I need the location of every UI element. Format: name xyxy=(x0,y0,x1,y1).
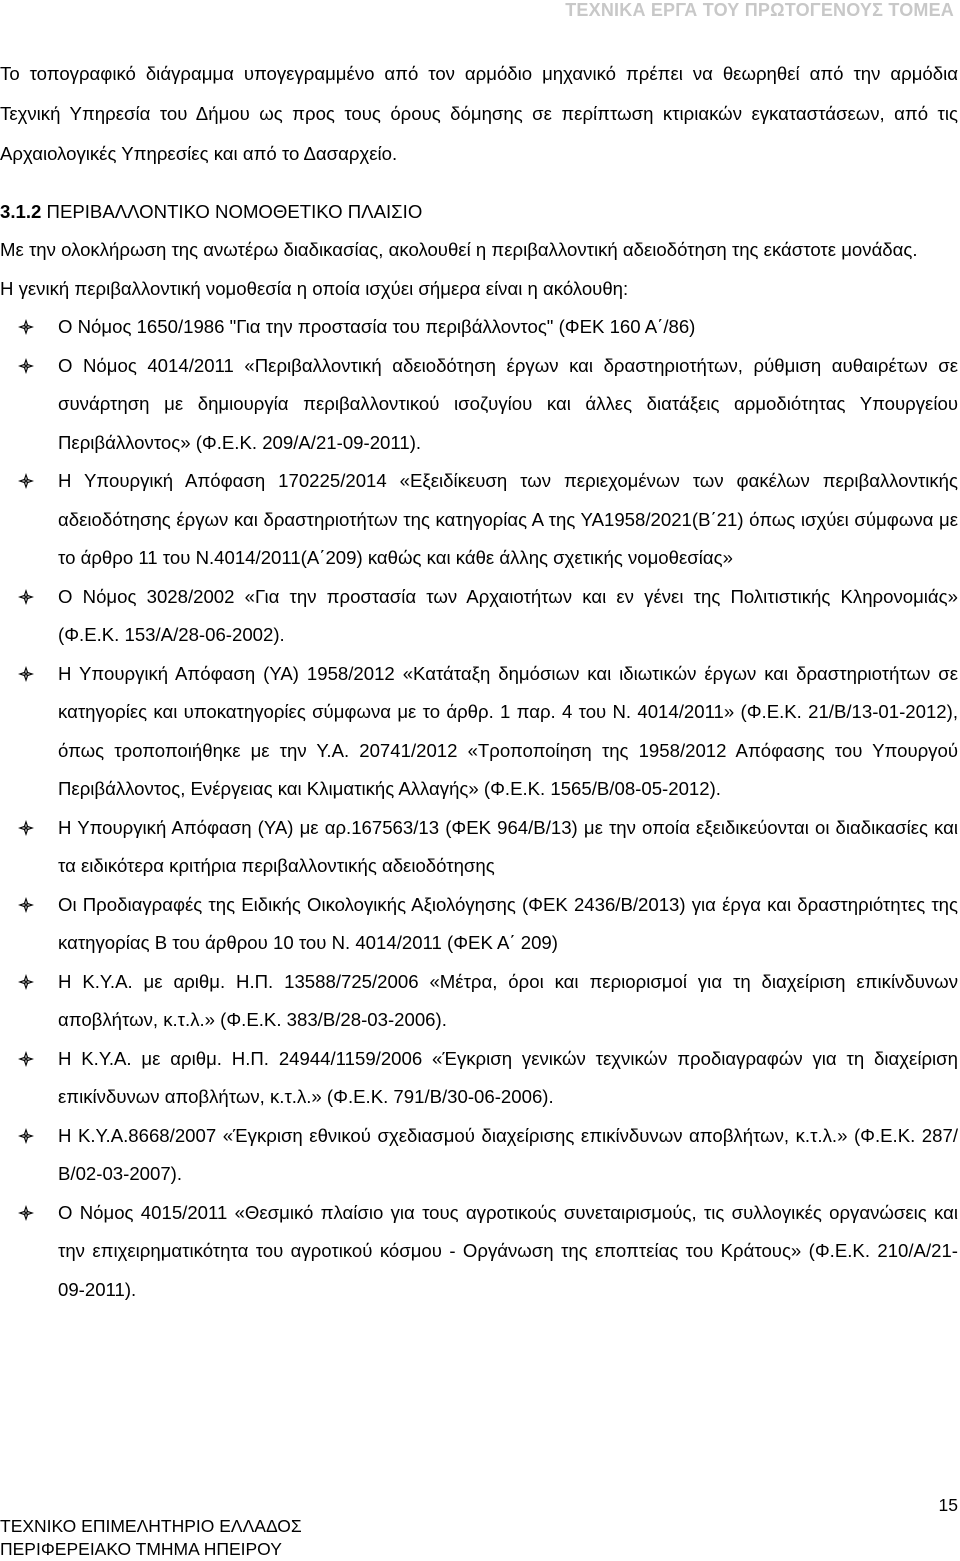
diamond-star-bullet-icon xyxy=(17,462,35,501)
legislation-item xyxy=(0,655,958,809)
legislation-text: Ο Νόμος 4014/2011 «Περιβαλλοντική αδειοδότηση έργων και δραστηριοτήτων, ρύθμιση αυθαιρέτων σε συνάρτηση με δημιουργία περιβαλλοντικού ισοζυγίου και άλλες διατάξεις αρμοδιότητας Υπουργείου Περιβάλλοντος» (Φ.Ε.Κ. 209/Α/21-09-2011). xyxy=(58,354,958,453)
legislation-item xyxy=(0,886,958,963)
legislation-text: Οι Προδιαγραφές της Ειδικής Οικολογικής Αξιολόγησης (ΦΕΚ 2436/Β/2013) για έργα και δραστηριότητες της κατηγορίας Β του άρθρου 10 του Ν. 4014/2011 (ΦΕΚ Α΄ 209) xyxy=(58,893,958,953)
legislation-text: Η Κ.Υ.Α. με αριθμ. Η.Π. 24944/1159/2006 «Έγκριση γενικών τεχνικών προδιαγραφών για τη διαχείριση επικίνδυνων αποβλήτων, κ.τ.λ.» (Φ.Ε.Κ. 791/Β/30-06-2006). xyxy=(58,1047,958,1107)
page-footer xyxy=(0,1491,960,1561)
section-paragraph-2: Η γενική περιβαλλοντική νομοθεσία η οποία ισχύει σήμερα είναι η ακόλουθη: xyxy=(0,277,629,299)
section-title: ΠΕΡΙΒΑΛΛΟΝΤΙΚΟ ΝΟΜΟΘΕΤΙΚΟ ΠΛΑΙΣΙΟ xyxy=(46,201,423,222)
legislation-item xyxy=(0,462,958,578)
legislation-item xyxy=(0,308,958,347)
legislation-item xyxy=(0,1194,958,1310)
footer-organization xyxy=(0,1515,302,1561)
diamond-star-bullet-icon xyxy=(17,809,35,848)
section-paragraph-1: Με την ολοκλήρωση της ανωτέρω διαδικασίας, ακολουθεί η περιβαλλοντική αδειοδότηση της εκάστοτε μονάδας. xyxy=(0,239,918,260)
footer-org-line-2: ΠΕΡΙΦΕΡΕΙΑΚΟ ΤΜΗΜΑ ΗΠΕΙΡΟΥ xyxy=(0,1539,282,1559)
page-number: 15 xyxy=(938,1495,958,1515)
legislation-item xyxy=(0,1040,958,1117)
diamond-star-bullet-icon xyxy=(17,886,35,925)
section-heading xyxy=(0,193,958,231)
page-content xyxy=(0,54,958,1309)
legislation-item xyxy=(0,578,958,655)
diamond-star-bullet-icon xyxy=(17,308,35,347)
legislation-text: Ο Νόμος 1650/1986 "Για την προστασία του περιβάλλοντος" (ΦΕΚ 160 Α΄/86) xyxy=(58,316,696,337)
legislation-item xyxy=(0,1117,958,1194)
diamond-star-bullet-icon xyxy=(17,578,35,617)
legislation-text: Η Υπουργική Απόφαση 170225/2014 «Εξειδίκευση των περιεχομένων των φακέλων περιβαλλοντικής αδειοδότησης έργων και δραστηριοτήτων της κατηγορίας Α της ΥΑ1958/2021(Β΄21) όπως ισχύει σύμφωνα με το άρθρο 11 του Ν.4014/2011(Α΄209) καθώς και κάθε άλλης σχετικής νομοθεσίας» xyxy=(58,470,958,568)
running-header: ΤΕΧΝΙΚΑ ΕΡΓΑ ΤΟΥ ΠΡΩΤΟΓΕΝΟΥΣ ΤΟΜΕΑ xyxy=(565,0,954,20)
diamond-star-bullet-icon xyxy=(17,347,35,386)
legislation-text: Η Κ.Υ.Α.8668/2007 «Έγκριση εθνικού σχεδιασμού διαχείρισης επικίνδυνων αποβλήτων, κ.τ.λ.» (Φ.Ε.Κ. 287/Β/02-03-2007). xyxy=(58,1124,958,1184)
legislation-list xyxy=(0,308,958,1309)
diamond-star-bullet-icon xyxy=(17,1117,35,1156)
intro-paragraph: Το τοπογραφικό διάγραμμα υπογεγραμμένο από τον αρμόδιο μηχανικό πρέπει να θεωρηθεί από την αρμόδια Τεχνική Υπηρεσία του Δήμου ως προς τους όρους δόμησης σε περίπτωση κτιριακών εγκαταστάσεων, από τις Αρχαιολογικές Υπηρεσίες και από το Δασαρχείο. xyxy=(0,63,958,164)
legislation-text: Ο Νόμος 3028/2002 «Για την προστασία των Αρχαιοτήτων και εν γένει της Πολιτιστικής Κληρονομιάς» (Φ.Ε.Κ. 153/Α/28-06-2002). xyxy=(58,585,958,645)
section-number: 3.1.2 xyxy=(0,201,42,222)
diamond-star-bullet-icon xyxy=(17,1040,35,1079)
footer-org-line-1: ΤΕΧΝΙΚΟ ΕΠΙΜΕΛΗΤΗΡΙΟ ΕΛΛΑΔΟΣ xyxy=(0,1516,302,1536)
legislation-item xyxy=(0,963,958,1040)
diamond-star-bullet-icon xyxy=(17,1194,35,1233)
legislation-item xyxy=(0,347,958,463)
legislation-text: Η Κ.Υ.Α. με αριθμ. Η.Π. 13588/725/2006 «Μέτρα, όροι και περιορισμοί για τη διαχείριση επικίνδυνων αποβλήτων, κ.τ.λ.» (Φ.Ε.Κ. 383/Β/28-03-2006). xyxy=(58,970,958,1030)
legislation-text: Η Υπουργική Απόφαση (ΥΑ) με αρ.167563/13 (ΦΕΚ 964/Β/13) με την οποία εξειδικεύονται οι διαδικασίες και τα ειδικότερα κριτήρια περιβαλλοντικής αδειοδότησης xyxy=(58,816,958,876)
diamond-star-bullet-icon xyxy=(17,655,35,694)
diamond-star-bullet-icon xyxy=(17,963,35,1002)
legislation-text: Ο Νόμος 4015/2011 «Θεσμικό πλαίσιο για τους αγροτικούς συνεταιρισμούς, τις συλλογικές οργανώσεις και την επιχειρηματικότητα του αγροτικού κόσμου - Οργάνωση της εποπτείας του Κράτους» (Φ.Ε.Κ. 210/Α/21-09-2011). xyxy=(58,1201,958,1300)
legislation-text: Η Υπουργική Απόφαση (ΥΑ) 1958/2012 «Κατάταξη δημόσιων και ιδιωτικών έργων και δραστηριοτήτων σε κατηγορίες και υποκατηγορίες σύμφωνα με το άρθρ. 1 παρ. 4 του Ν. 4014/2011» (Φ.Ε.Κ. 21/Β/13-01-2012), όπως τροποποιήθηκε με την Υ.Α. 20741/2012 «Τροποποίηση της 1958/2012 Απόφασης του Υπουργού Περιβάλλοντος, Ενέργειας και Κλιματικής Αλλαγής» (Φ.Ε.Κ. 1565/Β/08-05-2012). xyxy=(58,662,958,799)
legislation-item xyxy=(0,809,958,886)
